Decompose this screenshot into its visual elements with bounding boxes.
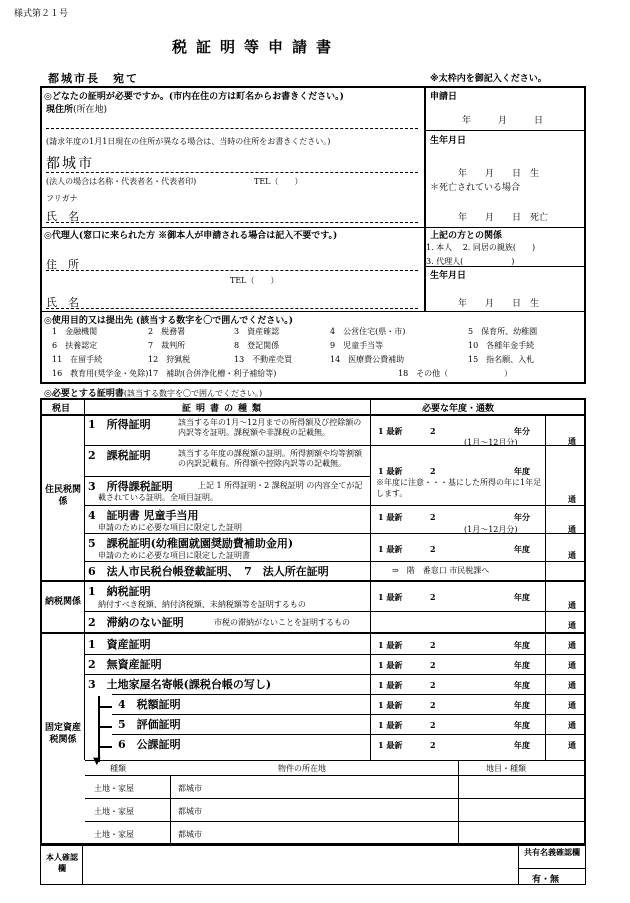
apply-date-ymd: 年 月 日 (462, 116, 547, 126)
prop-kind[interactable]: 土地・家屋 (94, 830, 134, 839)
purpose-option[interactable]: 13 不動産売買 (234, 355, 293, 364)
count-cell: 年度 (514, 700, 530, 710)
relation-option-2: 3. 代理人( ) (426, 257, 515, 266)
prior-address-note: (請求年度の1月1日現在の住所が異なる場合は、当時の住所をお書きください。) (46, 137, 331, 146)
form-number: 様式第２１号 (14, 9, 69, 19)
count-cell: 2 (430, 660, 436, 670)
agent-tel: TEL（ ） (230, 276, 279, 285)
cert-no-arrears-desc: 市税の滞納がないことを証明するもの (214, 618, 350, 627)
furigana-label: フリガナ (46, 194, 78, 203)
jumin-label: 住民税関係 (44, 485, 81, 507)
nozei-label: 納税関係 (44, 597, 81, 607)
agent-address-label: 住 所 (46, 258, 79, 271)
prop-kind[interactable]: 土地・家屋 (94, 784, 134, 793)
purpose-option[interactable]: 12 狩猟税 (148, 355, 191, 364)
arrow-down-icon: ▼ (93, 756, 101, 767)
purpose-title: ◎使用目的又は提出先 (該当する数字を〇で囲んでください。) (44, 316, 294, 326)
cert-property-3[interactable]: 3 土地家屋名寄帳(課税台帳の写し) (88, 678, 272, 691)
self-check-label: 本人確認欄 (46, 852, 78, 873)
prop-location[interactable]: 都城市 (178, 784, 202, 793)
cert-property-4[interactable]: 4 税額証明 (118, 698, 181, 711)
certs-title: ◎必要とする証明書(該当する数字を〇で囲んでください。) (44, 389, 263, 399)
shared-check-label: 共有名義確認欄 (524, 847, 580, 857)
purpose-option[interactable]: 3 資産確認 (234, 327, 280, 336)
addressee: 都城市長 宛て (48, 72, 139, 85)
count-cell: 通 (568, 700, 576, 710)
agent-title: ◎代理人(窓口に来られた方 ※御本人が申請される場合は記入不要です。) (44, 231, 338, 241)
cert-tax-desc: 該当する年度の課税額の証明。所得割額や均等割額の内訳記載有。所得額や控除内訳等の記載無。 (178, 449, 362, 468)
purpose-option[interactable]: 15 指名願、入札 (468, 355, 535, 364)
prop-loc-header: 物件の所在地 (278, 764, 326, 773)
purpose-option[interactable]: 14 医療費公費補助 (330, 355, 405, 364)
count-cell: 通 (568, 640, 576, 650)
purpose-option[interactable]: 4 公営住宅(県・市) (330, 327, 406, 336)
purpose-option[interactable]: 5 保育所、幼稚園 (468, 327, 538, 336)
nendo-caution: ※年度に注意・・・基にした所得の年に1年足します。 (376, 478, 542, 498)
purpose-option[interactable]: 16 教育用(奨学金・免除) (52, 369, 149, 378)
purpose-option[interactable]: 6 扶養認定 (52, 341, 98, 350)
city-prefill: 都城市 (46, 156, 94, 172)
relation-option-1: 1. 本人 2. 同居の親族( ) (426, 243, 536, 252)
purpose-option[interactable]: 8 登記関係 (234, 341, 280, 350)
purpose-option[interactable]: 9 児童手当等 (330, 341, 384, 350)
instruction-note: ※太枠内を御記入ください。 (430, 74, 547, 84)
count-cell: 2 (430, 700, 436, 710)
count-cell: 年度 (514, 720, 530, 730)
count-cell: 通 (568, 720, 576, 730)
purpose-option[interactable]: 11 在留手続 (52, 355, 103, 364)
count-cell: 2 (430, 740, 436, 750)
count-cell: 通 (568, 740, 576, 750)
cert-income-tax-desc: 上記 1 所得証明・2 課税証明 の内容全てが記載されている証明。全項目証明。 (98, 481, 363, 502)
cert-income-tax[interactable]: 3 所得課税証明 (88, 480, 173, 493)
prop-kind[interactable]: 土地・家屋 (94, 807, 134, 816)
count-cell: 2 (430, 680, 436, 690)
purpose-option[interactable]: 1 金融機関 (52, 327, 98, 336)
cert-income-desc: 該当する年の1月～12月までの所得額及び控除額の内訳等を証明。課税額や非課税の記載無。 (178, 418, 362, 437)
address-label: 現住所(所在地) (46, 105, 108, 115)
cert-no-arrears[interactable]: 2 滞納のない証明 (88, 616, 184, 629)
count-cell: 2 (430, 720, 436, 730)
cert-tax[interactable]: 2 課税証明 (88, 449, 151, 462)
count-cell: 1 最新 (378, 640, 403, 650)
birth-ymd: 年 月 日 生 (458, 169, 540, 179)
count-cell: 通 (568, 660, 576, 670)
count-cell: 1 最新 (378, 720, 403, 730)
birth2-ymd: 年 月 日 生 (458, 299, 540, 309)
purpose-option[interactable]: 2 税務署 (148, 327, 186, 336)
prop-location[interactable]: 都城市 (178, 807, 202, 816)
col-year-header: 必要な年度・通数 (422, 404, 495, 414)
count-cell: 年度 (514, 680, 530, 690)
cert-property-1[interactable]: 1 資産証明 (88, 638, 151, 651)
col-type-header: 証明書の種類 (182, 404, 267, 414)
agent-name-label: 氏 名 (46, 296, 79, 309)
cert-kindergarten-desc: 申請のために必要な項目に限定した証明書 (98, 551, 250, 560)
prop-location[interactable]: 都城市 (178, 830, 202, 839)
count-cell: 年度 (514, 660, 530, 670)
cert-corporate[interactable]: 6 法人市民税台帳登載証明、 7 法人所在証明 (88, 565, 329, 578)
cert-payment[interactable]: 1 納税証明 (88, 585, 151, 598)
count-cell: 1 最新 (378, 680, 403, 690)
purpose-option[interactable]: 18 その他（ ） (398, 369, 513, 378)
applicant-tel: TEL（ ） (254, 177, 303, 186)
count-cell: 1 最新 (378, 740, 403, 750)
cert-kindergarten[interactable]: 5 課税証明(幼稚園就園奨励費補助金用) (88, 537, 294, 550)
count-cell: 1 最新 (378, 700, 403, 710)
yes-no-option[interactable]: 有・無 (532, 875, 560, 885)
cert-child-allowance[interactable]: 4 証明書 児童手当用 (88, 509, 199, 522)
apply-date-label: 申請日 (430, 92, 458, 102)
col-tax-header: 税目 (52, 404, 71, 414)
kotei-label: 固定資産税関係 (44, 723, 81, 745)
death-ymd: 年 月 日 死亡 (458, 213, 549, 223)
cert-corporate-note: ⇒ 階 番窓口 市民税課へ (392, 566, 490, 575)
cert-property-2[interactable]: 2 無資産証明 (88, 658, 162, 671)
corp-note: (法人の場合は名称・代表者名・代表者印) (46, 177, 197, 186)
count-cell: 年度 (514, 640, 530, 650)
relation-title: 上記の方との関係 (430, 231, 503, 241)
birth-label: 生年月日 (430, 136, 467, 146)
applicant-name-label: 氏 名 (46, 210, 79, 223)
cert-property-6[interactable]: 6 公課証明 (118, 738, 181, 751)
cert-property-5[interactable]: 5 評価証明 (118, 718, 181, 731)
count-cell: 2 (430, 640, 436, 650)
count-cell: 通 (568, 680, 576, 690)
deceased-note: ＊死亡されている場合 (430, 183, 521, 193)
purpose-option[interactable]: 10 各種年金手続 (468, 341, 535, 350)
prop-land-header: 地目・種類 (486, 764, 526, 773)
purpose-option[interactable]: 7 裁判所 (148, 341, 186, 350)
cert-payment-desc: 納付すべき税額、納付済税額、未納税額等を証明するもの (98, 600, 306, 609)
applicant-question: ◎どなたの証明が必要ですか。(市内在住の方は町名からお書きください。) (44, 92, 344, 102)
prop-kind-header: 種類 (110, 764, 126, 773)
birth2-label: 生年月日 (430, 271, 467, 281)
footer-box (40, 845, 586, 885)
count-cell: 1 最新 (378, 660, 403, 670)
count-cell: 年度 (514, 740, 530, 750)
page-title: 税証明等申請書 (172, 38, 341, 56)
cert-child-allowance-desc: 申請のために必要な項目に限定した証明 (98, 523, 242, 532)
cert-income[interactable]: 1 所得証明 (88, 418, 151, 431)
purpose-option[interactable]: 17 補助(合併浄化槽・利子補給等) (148, 369, 277, 378)
